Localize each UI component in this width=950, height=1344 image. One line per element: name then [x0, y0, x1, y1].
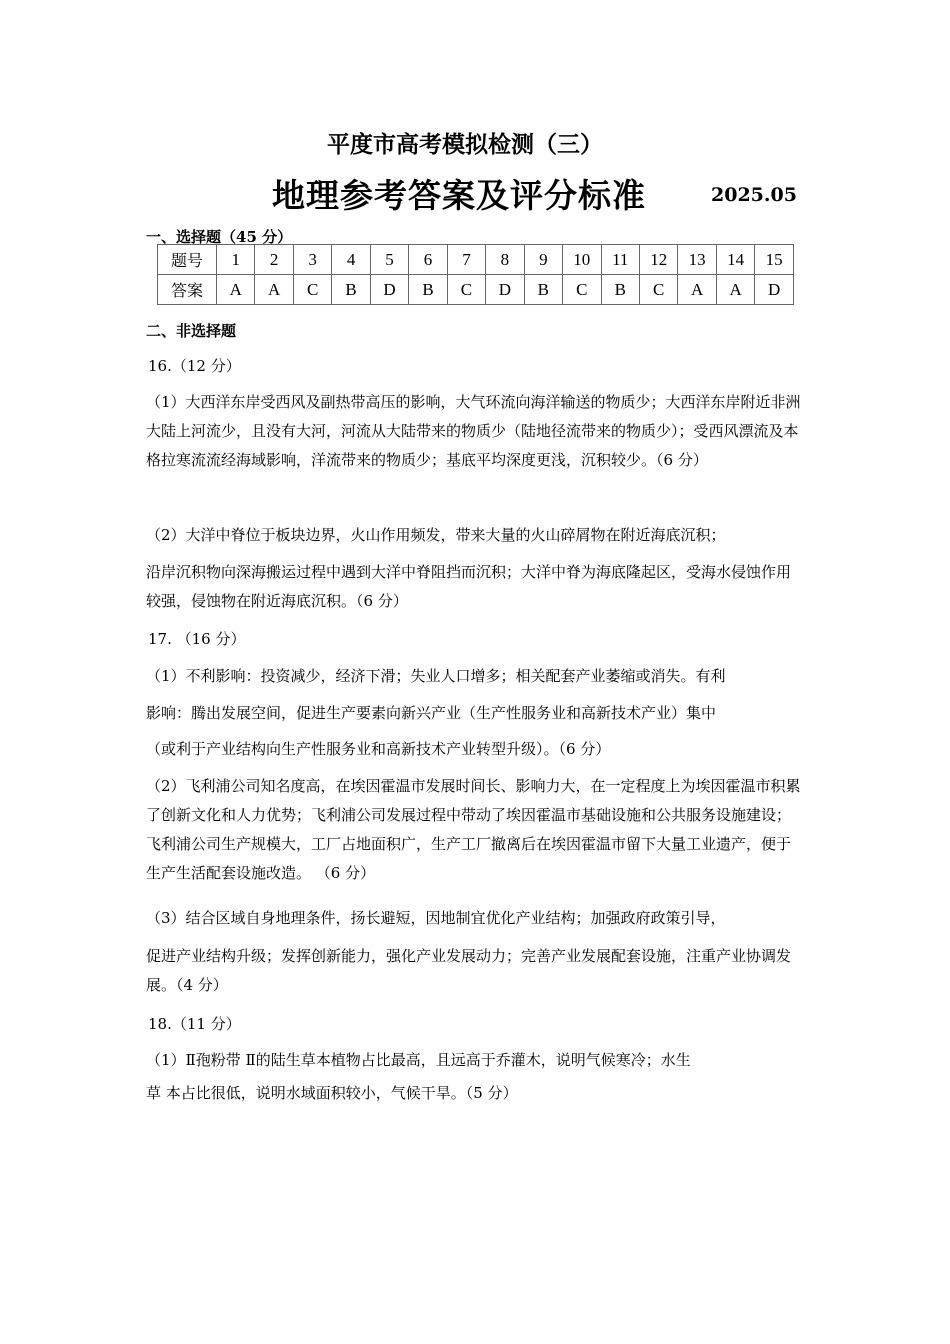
exam-subtitle: 平度市高考模拟检测（三）	[327, 131, 603, 158]
answer-cell: B	[332, 275, 370, 305]
answer-cell: B	[524, 275, 562, 305]
answer-cell: B	[601, 275, 639, 305]
question-number: 11	[601, 245, 639, 275]
q17-answer-part1-line2: 影响：腾出发展空间，促进生产要素向新兴产业（生产性服务业和高新技术产业）集中	[146, 704, 717, 722]
q17-answer-part3-line2: 促进产业结构升级；发挥创新能力，强化产业发展动力；完善产业发展配套设施，注重产业协调发展。（4 分）	[146, 947, 792, 994]
q17-answer-part3-line1: （3）结合区域自身地理条件，扬长避短，因地制宜优化产业结构；加强政府政策引导，	[146, 909, 726, 927]
question-16-label: 16.（12 分）	[148, 357, 241, 375]
answer-cell: D	[370, 275, 408, 305]
question-number: 7	[447, 245, 485, 275]
answer-cell: C	[447, 275, 485, 305]
q17-answer-part1-line3: （或利于产业结构向生产性服务业和高新技术产业转型升级）。（6 分）	[146, 740, 611, 758]
section-heading-nonchoice: 二、非选择题	[146, 322, 237, 340]
question-number: 13	[678, 245, 716, 275]
answer-cell: D	[755, 275, 794, 305]
question-number: 9	[524, 245, 562, 275]
question-number: 2	[255, 245, 293, 275]
question-number: 6	[409, 245, 447, 275]
question-number: 4	[332, 245, 370, 275]
answer-table	[157, 244, 794, 305]
row-label-answer: 答案	[158, 275, 217, 305]
answer-cell: A	[255, 275, 293, 305]
question-number: 5	[370, 245, 408, 275]
q17-answer-part1-line1: （1）不利影响：投资减少，经济下滑；失业人口增多；相关配套产业萎缩或消失。有利	[146, 667, 726, 685]
question-17-label: 17. （16 分）	[148, 630, 246, 648]
q18-answer-part1-line2: 草 本占比很低，说明水域面积较小，气候干旱。（5 分）	[146, 1084, 518, 1102]
question-number: 14	[716, 245, 754, 275]
question-18-label: 18.（11 分）	[148, 1015, 241, 1033]
question-number: 10	[563, 245, 601, 275]
row-label-number: 题号	[158, 245, 217, 275]
answer-cell: A	[217, 275, 255, 305]
answer-cell: A	[678, 275, 716, 305]
question-number: 12	[639, 245, 677, 275]
q16-answer-part1: （1）大西洋东岸受西风及副热带高压的影响，大气环流向海洋输送的物质少；大西洋东岸附近非洲大陆上河流少，且没有大河，河流从大陆带来的物质少（陆地径流带来的物质少）；受西风漂流及本格拉寒流流经海域影响，洋流带来的物质少；基底平均深度更浅，沉积较少。（6 分）	[146, 393, 801, 469]
q17-answer-part2: （2）飞利浦公司知名度高，在埃因霍温市发展时间长、影响力大，在一定程度上为埃因霍温市积累了创新文化和人力优势；飞利浦公司发展过程中带动了埃因霍温市基础设施和公共服务设施建设；飞利浦公司生产规模大，工厂占地面积广，生产工厂撤离后在埃因霍温市留下大量工业遗产，便于生产生活配套设施改造。 （6 分）	[146, 777, 801, 882]
question-number: 8	[486, 245, 524, 275]
answer-cell: C	[639, 275, 677, 305]
question-number: 1	[217, 245, 255, 275]
question-number: 3	[293, 245, 331, 275]
answer-cell: C	[293, 275, 331, 305]
q16-answer-part2-line2: 沿岸沉积物向深海搬运过程中遇到大洋中脊阻挡而沉积；大洋中脊为海底隆起区，受海水侵蚀作用较强，侵蚀物在附近海底沉积。（6 分）	[146, 563, 792, 610]
question-number: 15	[755, 245, 794, 275]
answer-cell: B	[409, 275, 447, 305]
page-title: 地理参考答案及评分标准	[272, 176, 646, 215]
exam-date: 2025.05	[711, 184, 797, 206]
q16-answer-part2-line1: （2）大洋中脊位于板块边界，火山作用频发，带来大量的火山碎屑物在附近海底沉积；	[146, 526, 726, 544]
answer-cell: D	[486, 275, 524, 305]
answer-cell: C	[563, 275, 601, 305]
question-number-row	[158, 245, 794, 275]
answer-row	[158, 275, 794, 305]
q18-answer-part1-line1: （1）Ⅱ孢粉带 Ⅱ的陆生草本植物占比最高，且远高于乔灌木，说明气候寒冷；水生	[146, 1051, 691, 1069]
section-heading-choice: 一、选择题（45 分）	[146, 228, 293, 246]
answer-cell: A	[716, 275, 754, 305]
